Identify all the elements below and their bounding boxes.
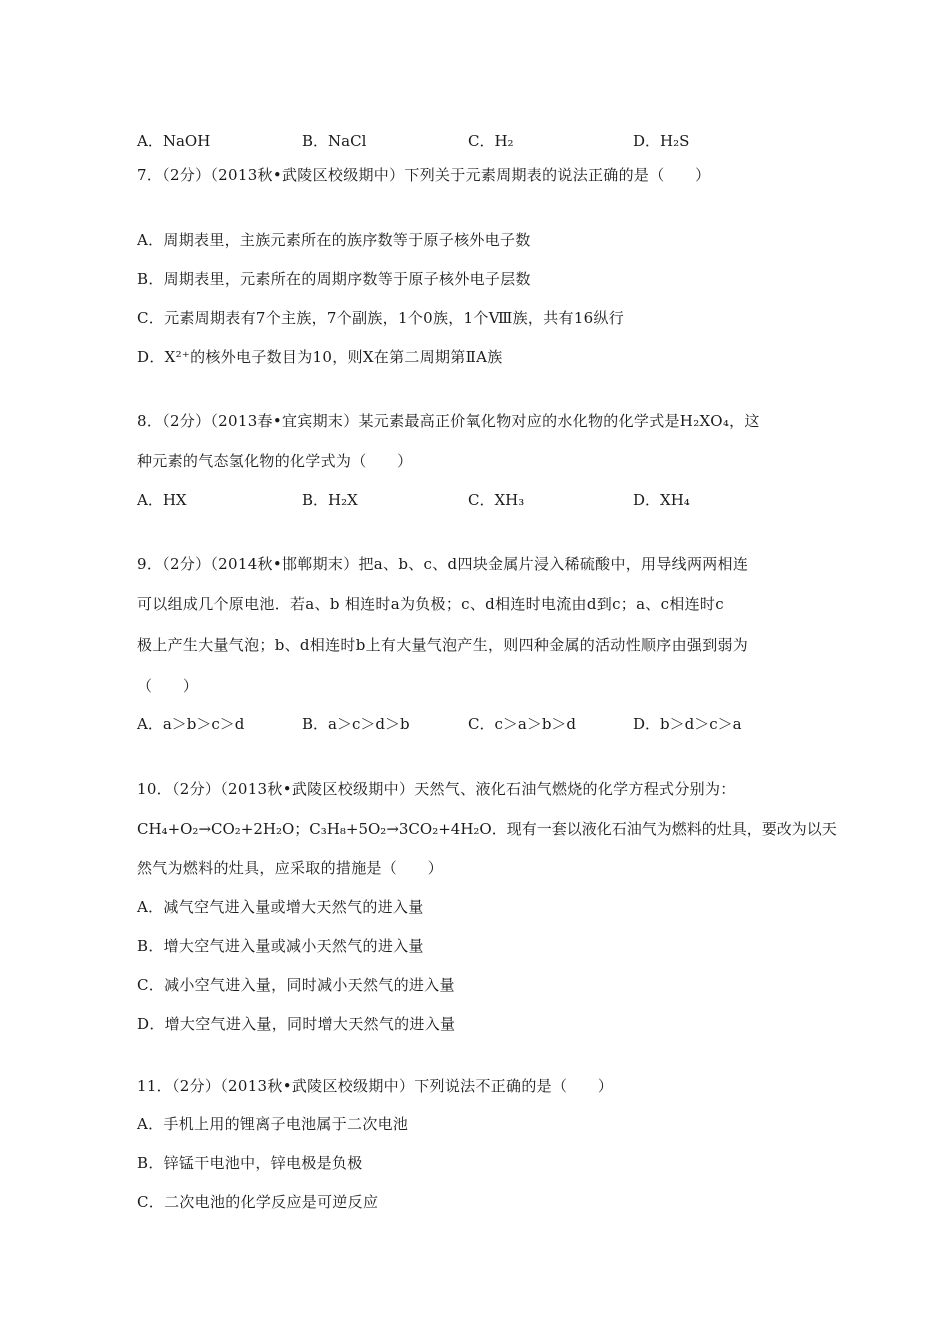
- q11-option-a: A．手机上用的锂离子电池属于二次电池: [137, 1115, 409, 1133]
- q8-option-c: C．XH₃: [468, 491, 525, 509]
- q10-option-b: B．增大空气进入量或减小天然气的进入量: [137, 937, 424, 955]
- q9-option-d: D．b＞d＞c＞a: [633, 715, 742, 733]
- q10-stem-line-3: 然气为燃料的灶具，应采取的措施是（ ）: [137, 859, 444, 877]
- q8-option-d: D．XH₄: [633, 491, 690, 509]
- q10-option-a: A．减气空气进入量或增大天然气的进入量: [137, 898, 424, 916]
- q9-option-b: B．a＞c＞d＞b: [302, 715, 410, 733]
- q8-option-a: A．HX: [137, 491, 187, 509]
- q7-option-c: C．元素周期表有7个主族，7个副族，1个0族，1个Ⅷ族，共有16纵行: [137, 309, 625, 327]
- q11-option-c: C．二次电池的化学反应是可逆反应: [137, 1193, 379, 1211]
- q9-stem-line-3: 极上产生大量气泡；b、d相连时b上有大量气泡产生，则四种金属的活动性顺序由强到弱为: [137, 636, 749, 654]
- q9-stem-line-1: 9．（2分）（2014秋•邯郸期末）把a、b、c、d四块金属片浸入稀硫酸中，用导线两两相连: [137, 555, 749, 573]
- q9-stem-line-2: 可以组成几个原电池．若a、b 相连时a为负极；c、d相连时电流由d到c；a、c相连时c: [137, 595, 724, 613]
- q8-stem-line-1: 8．（2分）（2013春•宜宾期末）某元素最高正价氧化物对应的水化物的化学式是H₂XO₄，这: [137, 412, 760, 430]
- q11-stem: 11．（2分）（2013秋•武陵区校级期中）下列说法不正确的是（ ）: [137, 1077, 614, 1095]
- q10-option-c: C．减小空气进入量，同时减小天然气的进入量: [137, 976, 455, 994]
- q10-stem-line-1: 10．（2分）（2013秋•武陵区校级期中）天然气、液化石油气燃烧的化学方程式分别为：: [137, 780, 736, 798]
- q8-stem-line-2: 种元素的气态氢化物的化学式为（ ）: [137, 452, 413, 470]
- q7-option-d: D．X²⁺的核外电子数目为10，则X在第二周期第ⅡA族: [137, 348, 503, 366]
- q7-stem: 7．（2分）（2013秋•武陵区校级期中）下列关于元素周期表的说法正确的是（ ）: [137, 166, 711, 184]
- q10-option-d: D．增大空气进入量，同时增大天然气的进入量: [137, 1015, 456, 1033]
- q6-option-b: B．NaCl: [302, 132, 367, 150]
- q10-stem-line-2: CH₄+O₂→CO₂+2H₂O；C₃H₈+5O₂→3CO₂+4H₂O．现有一套以液化石油气为燃料的灶具，要改为以天: [137, 820, 837, 838]
- q6-option-c: C．H₂: [468, 132, 514, 150]
- q7-option-b: B．周期表里，元素所在的周期序数等于原子核外电子层数: [137, 270, 531, 288]
- q7-option-a: A．周期表里，主族元素所在的族序数等于原子核外电子数: [137, 231, 531, 249]
- q9-option-a: A．a＞b＞c＞d: [137, 715, 245, 733]
- q6-option-d: D．H₂S: [633, 132, 690, 150]
- q11-option-b: B．锌锰干电池中，锌电极是负极: [137, 1154, 363, 1172]
- q9-option-c: C．c＞a＞b＞d: [468, 715, 577, 733]
- q6-option-a: A．NaOH: [137, 132, 211, 150]
- q8-option-b: B．H₂X: [302, 491, 358, 509]
- q9-stem-line-4: （ ）: [137, 677, 199, 695]
